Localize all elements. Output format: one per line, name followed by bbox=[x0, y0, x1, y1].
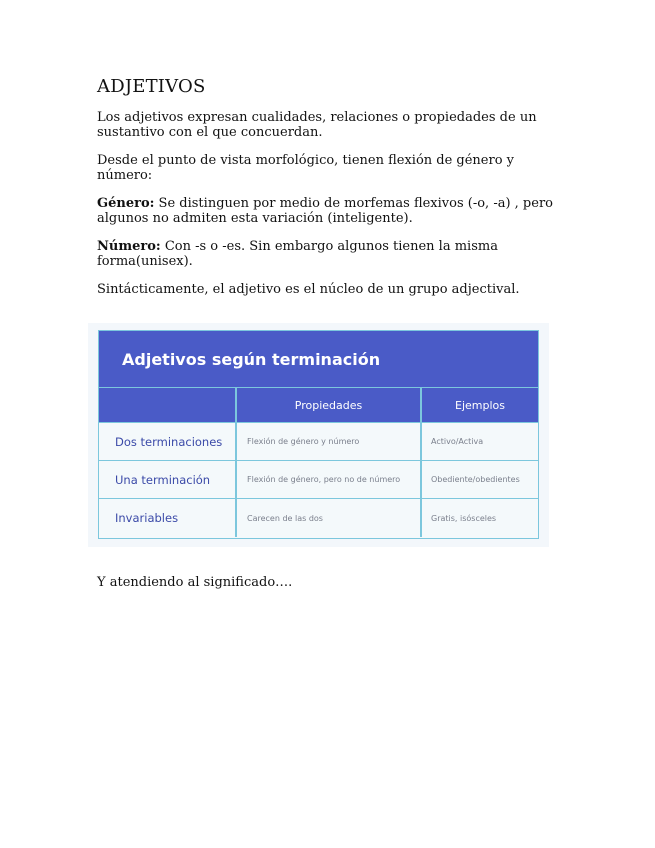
paragraph-morphology: Desde el punto de vista morfológico, tienen flexión de género y número: bbox=[97, 153, 515, 183]
page-title: ADJETIVOS bbox=[97, 76, 206, 97]
table-header-row bbox=[99, 388, 538, 423]
paragraph-genero bbox=[97, 196, 557, 226]
row-propiedades: Flexión de género, pero no de número bbox=[247, 475, 401, 484]
genero-label: Género: bbox=[97, 196, 155, 211]
table-row bbox=[99, 423, 538, 461]
numero-label: Número: bbox=[97, 239, 161, 254]
paragraph-numero bbox=[97, 239, 557, 269]
row-ejemplos: Gratis, isósceles bbox=[431, 513, 497, 523]
numero-text: Con -s o -es. Sin embargo algunos tienen la misma forma(unisex). bbox=[97, 239, 498, 269]
closing-paragraph: Y atendiendo al significado…. bbox=[97, 575, 293, 590]
row-ejemplos: Activo/Activa bbox=[431, 437, 484, 446]
header-propiedades: Propiedades bbox=[237, 388, 422, 422]
header-empty bbox=[99, 388, 237, 422]
genero-text: Se distinguen por medio de morfemas flexivos (-o, -a) , pero algunos no admiten esta variación (inteligente). bbox=[97, 196, 553, 226]
row-label: Dos terminaciones bbox=[115, 434, 223, 449]
table-title: Adjetivos según terminación bbox=[99, 331, 538, 388]
table-row bbox=[99, 461, 538, 499]
adjetivos-table bbox=[98, 330, 539, 539]
table-row bbox=[99, 499, 538, 537]
row-propiedades: Flexión de género y número bbox=[247, 437, 360, 446]
header-ejemplos: Ejemplos bbox=[455, 398, 505, 412]
row-ejemplos: Obediente/obedientes bbox=[431, 475, 520, 484]
row-label: Una terminación bbox=[115, 472, 211, 487]
paragraph-sintaxis: Sintácticamente, el adjetivo es el núcleo de un grupo adjectival. bbox=[97, 282, 520, 297]
table-image bbox=[88, 323, 549, 547]
row-propiedades: Carecen de las dos bbox=[247, 513, 323, 523]
document-body bbox=[97, 76, 557, 310]
row-label: Invariables bbox=[115, 511, 179, 525]
paragraph-definition: Los adjetivos expresan cualidades, relaciones o propiedades de un sustantivo con el que concuerdan. bbox=[97, 110, 537, 140]
